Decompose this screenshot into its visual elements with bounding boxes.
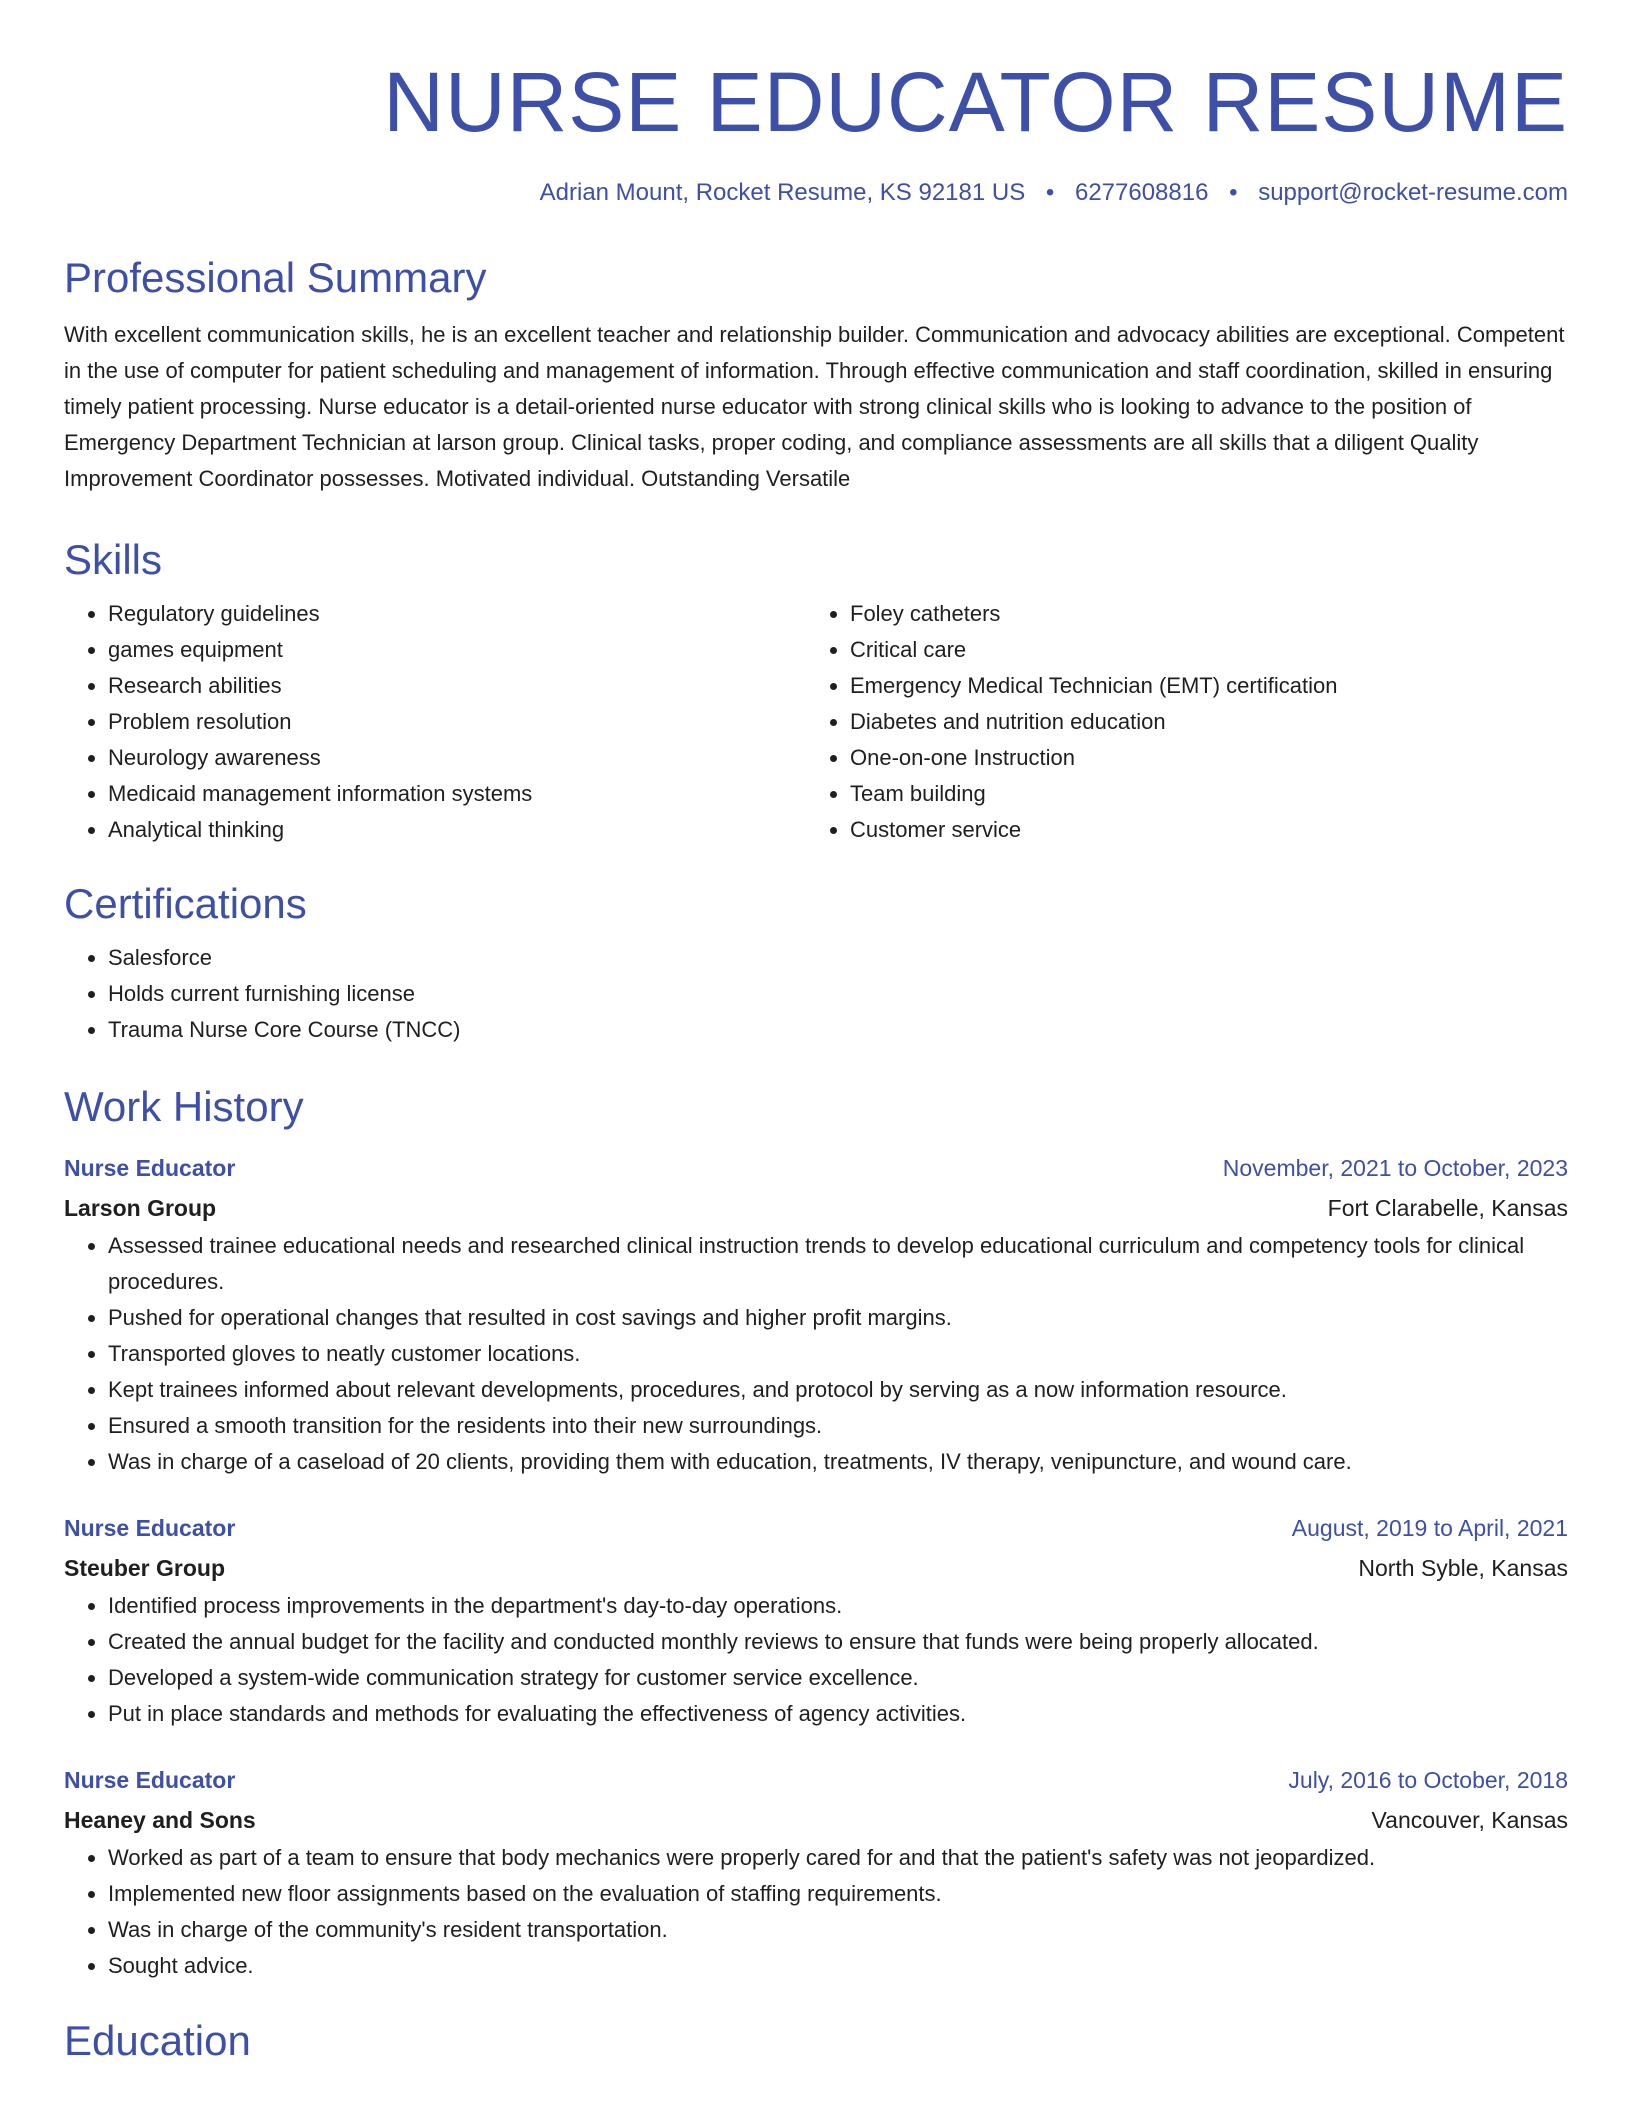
certifications-list: [64, 940, 1568, 1048]
job-bullet: • Transported gloves to neatly customer locations.: [108, 1336, 1568, 1372]
job-bullet: • Was in charge of the community's resident transportation.: [108, 1912, 1568, 1948]
job-dates: July, 2016 to October, 2018: [1288, 1767, 1568, 1793]
summary-text: With excellent communication skills, he is an excellent teacher and relationship builder. Communication and advocacy abilities are exceptional. Competent in the use of computer for patient scheduling and management of information. Through effective communication and staff coordination, skilled in ensuring timely patient processing. Nurse educator is a detail-oriented nurse educator with strong clinical skills who is looking to advance to the position of Emergency Department Technician at larson group. Clinical tasks, proper coding, and compliance assessments are all skills that a diligent Quality Improvement Coordinator possesses. Motivated individual. Outstanding Versatile: [64, 322, 1565, 491]
certifications-heading: Certifications: [64, 880, 307, 927]
job-title: Nurse Educator: [64, 1515, 236, 1541]
job-bullet: • Created the annual budget for the facility and conducted monthly reviews to ensure that funds were being properly allocated.: [108, 1624, 1568, 1660]
job-bullet: • Put in place standards and methods for evaluating the effectiveness of agency activities.: [108, 1696, 1568, 1732]
certification-item: • Salesforce: [108, 940, 1568, 976]
contact-phone: 6277608816: [1074, 179, 1209, 206]
job-dates: August, 2019 to April, 2021: [1291, 1515, 1568, 1541]
job-bullet: • Identified process improvements in the department's day-to-day operations.: [108, 1588, 1568, 1624]
job-dates: November, 2021 to October, 2023: [1222, 1155, 1568, 1181]
resume-title: NURSE EDUCATOR RESUME: [383, 55, 1568, 149]
skill-item: • Neurology awareness: [108, 740, 806, 776]
skill-item: • Medicaid management information systems: [108, 776, 806, 812]
skill-item: • Foley catheters: [850, 596, 1548, 632]
skills-right-list: [806, 596, 1548, 848]
skill-item: • Diabetes and nutrition education: [850, 704, 1548, 740]
skill-item: • One-on-one Instruction: [850, 740, 1548, 776]
skills-columns: [64, 596, 1568, 848]
skills-heading: Skills: [64, 536, 163, 583]
contact-line: [64, 179, 1568, 207]
job-company: Steuber Group: [64, 1555, 226, 1581]
job-title: Nurse Educator: [64, 1767, 236, 1793]
job-header: [64, 1760, 1568, 1800]
job-entry: [64, 1148, 1568, 1480]
job-location: North Syble, Kansas: [1358, 1555, 1568, 1581]
job-bullet: • Ensured a smooth transition for the residents into their new surroundings.: [108, 1408, 1568, 1444]
skill-item: • Regulatory guidelines: [108, 596, 806, 632]
skill-item: • Analytical thinking: [108, 812, 806, 848]
education-heading: Education: [64, 2017, 251, 2064]
job-subheader: [64, 1188, 1568, 1228]
job-company: Larson Group: [64, 1195, 217, 1221]
job-subheader: [64, 1800, 1568, 1840]
job-bullet: • Worked as part of a team to ensure that body mechanics were properly cared for and that the patient's safety was not jeopardized.: [108, 1840, 1568, 1876]
contact-email[interactable]: support@rocket-resume.com: [1258, 179, 1568, 206]
skill-item: • games equipment: [108, 632, 806, 668]
contact-address: Adrian Mount, Rocket Resume, KS 92181 US: [539, 179, 1026, 206]
skills-left-list: [64, 596, 806, 848]
job-bullet: • Kept trainees informed about relevant developments, procedures, and protocol by serving as a now information resource.: [108, 1372, 1568, 1408]
skill-item: • Customer service: [850, 812, 1548, 848]
skill-item: • Team building: [850, 776, 1548, 812]
job-location: Vancouver, Kansas: [1371, 1807, 1568, 1833]
job-bullet: • Assessed trainee educational needs and researched clinical instruction trends to develop educational curriculum and competency tools for clinical procedures.: [108, 1228, 1568, 1300]
job-location: Fort Clarabelle, Kansas: [1327, 1195, 1568, 1221]
summary-heading: Professional Summary: [64, 254, 487, 301]
job-bullet: • Pushed for operational changes that resulted in cost savings and higher profit margins.: [108, 1300, 1568, 1336]
job-bullet-list: [64, 1228, 1568, 1480]
certification-item: • Holds current furnishing license: [108, 976, 1568, 1012]
skill-item: • Research abilities: [108, 668, 806, 704]
skill-item: • Problem resolution: [108, 704, 806, 740]
job-bullet: • Implemented new floor assignments based on the evaluation of staffing requirements.: [108, 1876, 1568, 1912]
job-bullet-list: [64, 1840, 1568, 1984]
skills-left-column: [64, 596, 806, 848]
contact-separator: •: [1229, 179, 1238, 206]
skill-item: • Emergency Medical Technician (EMT) certification: [850, 668, 1548, 704]
job-bullet: • Developed a system-wide communication strategy for customer service excellence.: [108, 1660, 1568, 1696]
skills-right-column: [806, 596, 1548, 848]
job-header: [64, 1508, 1568, 1548]
resume-page: [64, 0, 1568, 2062]
work-history-heading: Work History: [64, 1083, 304, 1130]
job-entry: [64, 1508, 1568, 1732]
job-bullet: • Sought advice.: [108, 1948, 1568, 1984]
job-title: Nurse Educator: [64, 1155, 236, 1181]
job-company: Heaney and Sons: [64, 1807, 256, 1833]
job-bullet-list: [64, 1588, 1568, 1732]
certification-item: • Trauma Nurse Core Course (TNCC): [108, 1012, 1568, 1048]
job-bullet: • Was in charge of a caseload of 20 clients, providing them with education, treatments, IV therapy, venipuncture, and wound care.: [108, 1444, 1568, 1480]
job-subheader: [64, 1548, 1568, 1588]
contact-separator: •: [1045, 179, 1055, 206]
job-header: [64, 1148, 1568, 1188]
job-entry: [64, 1760, 1568, 1984]
skill-item: • Critical care: [850, 632, 1548, 668]
